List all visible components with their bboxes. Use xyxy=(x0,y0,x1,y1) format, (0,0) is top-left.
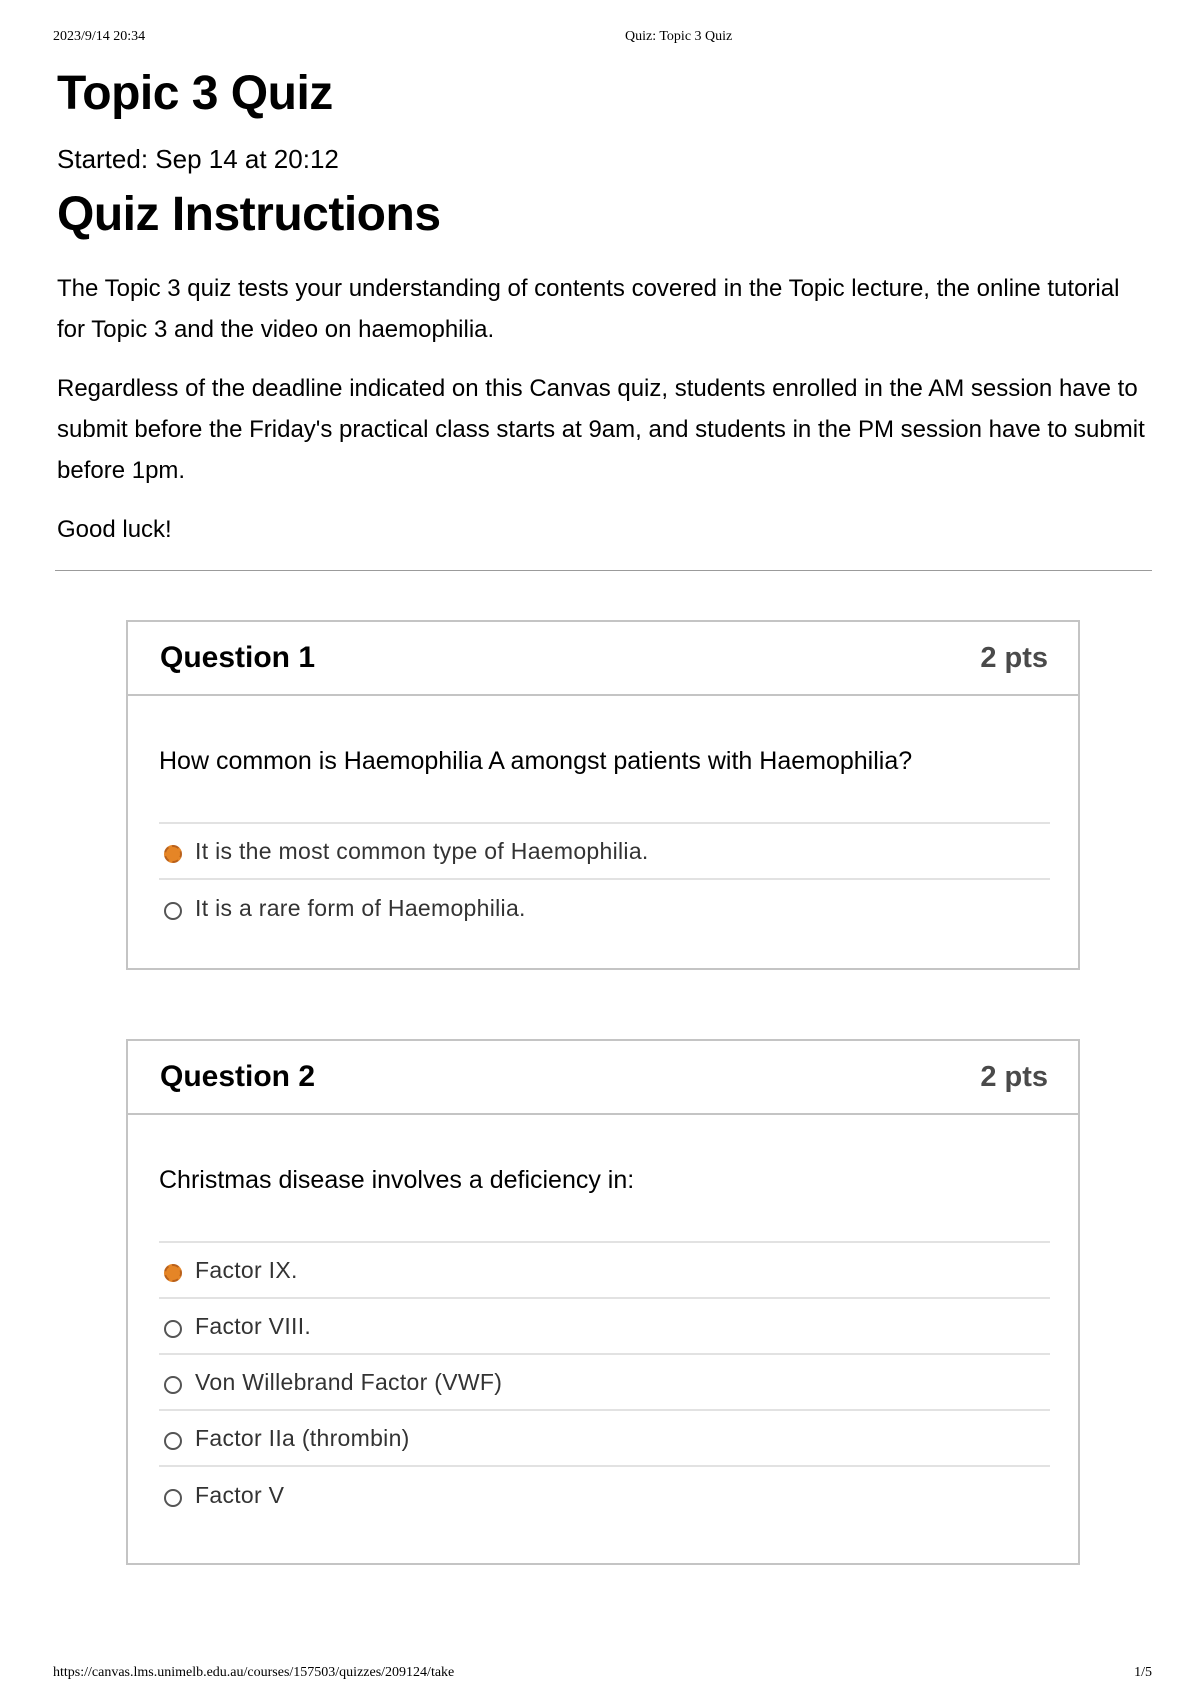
answer-label: Factor IIa (thrombin) xyxy=(195,1424,410,1451)
answer-option[interactable] xyxy=(159,880,1050,936)
answer-label: Factor IX. xyxy=(195,1256,298,1283)
answer-list xyxy=(159,822,1050,936)
answer-label: Von Willebrand Factor (VWF) xyxy=(195,1368,503,1395)
radio-unselected-icon[interactable] xyxy=(164,1320,182,1338)
question-name: Question 1 xyxy=(160,641,316,674)
print-page-title: Quiz: Topic 3 Quiz xyxy=(625,29,733,44)
answer-option[interactable] xyxy=(159,824,1050,880)
question-header xyxy=(128,622,1078,696)
question-text: Christmas disease involves a deficiency in: xyxy=(159,1166,635,1194)
answer-option[interactable] xyxy=(159,1411,1050,1467)
answer-label: It is a rare form of Haemophilia. xyxy=(195,894,526,921)
answer-list xyxy=(159,1241,1050,1523)
instructions-paragraph: The Topic 3 quiz tests your understanding of contents covered in the Topic lecture, the online tutorial for Topic 3 and the video on haemophilia. xyxy=(57,275,1120,343)
quiz-content xyxy=(57,66,1152,550)
answer-label: Factor V xyxy=(195,1481,285,1508)
question-header xyxy=(128,1041,1078,1115)
print-datetime: 2023/9/14 20:34 xyxy=(53,29,146,44)
started-timestamp: Started: Sep 14 at 20:12 xyxy=(57,144,339,174)
print-page-number: 1/5 xyxy=(1134,1665,1152,1680)
page-title: Topic 3 Quiz xyxy=(57,67,333,120)
answer-option[interactable] xyxy=(159,1355,1050,1411)
answer-option[interactable] xyxy=(159,1299,1050,1355)
radio-unselected-icon[interactable] xyxy=(164,1432,182,1450)
instructions-heading: Quiz Instructions xyxy=(57,188,441,241)
instructions-paragraph: Regardless of the deadline indicated on this Canvas quiz, students enrolled in the AM session have to submit before the Friday's practical class starts at 9am, and students in the PM session have to submit before 1pm. xyxy=(57,375,1145,484)
instructions-body xyxy=(57,268,1152,550)
radio-selected-icon[interactable] xyxy=(164,1264,182,1282)
question-points: 2 pts xyxy=(980,641,1048,674)
answer-option[interactable] xyxy=(159,1467,1050,1523)
answer-option[interactable] xyxy=(159,1243,1050,1299)
print-url: https://canvas.lms.unimelb.edu.au/courses/157503/quizzes/209124/take xyxy=(53,1665,455,1680)
answer-label: It is the most common type of Haemophilia. xyxy=(195,837,649,864)
question-name: Question 2 xyxy=(160,1060,316,1093)
radio-selected-icon[interactable] xyxy=(164,845,182,863)
question-text: How common is Haemophilia A amongst patients with Haemophilia? xyxy=(159,747,913,775)
radio-unselected-icon[interactable] xyxy=(164,1489,182,1507)
section-divider xyxy=(55,570,1152,571)
question-2-card xyxy=(126,1039,1080,1565)
question-body xyxy=(128,696,1078,936)
instructions-good-luck: Good luck! xyxy=(57,516,172,543)
radio-unselected-icon[interactable] xyxy=(164,902,182,920)
question-body xyxy=(128,1115,1078,1523)
answer-label: Factor VIII. xyxy=(195,1312,312,1339)
question-1-card xyxy=(126,620,1080,970)
question-points: 2 pts xyxy=(980,1060,1048,1093)
radio-unselected-icon[interactable] xyxy=(164,1376,182,1394)
